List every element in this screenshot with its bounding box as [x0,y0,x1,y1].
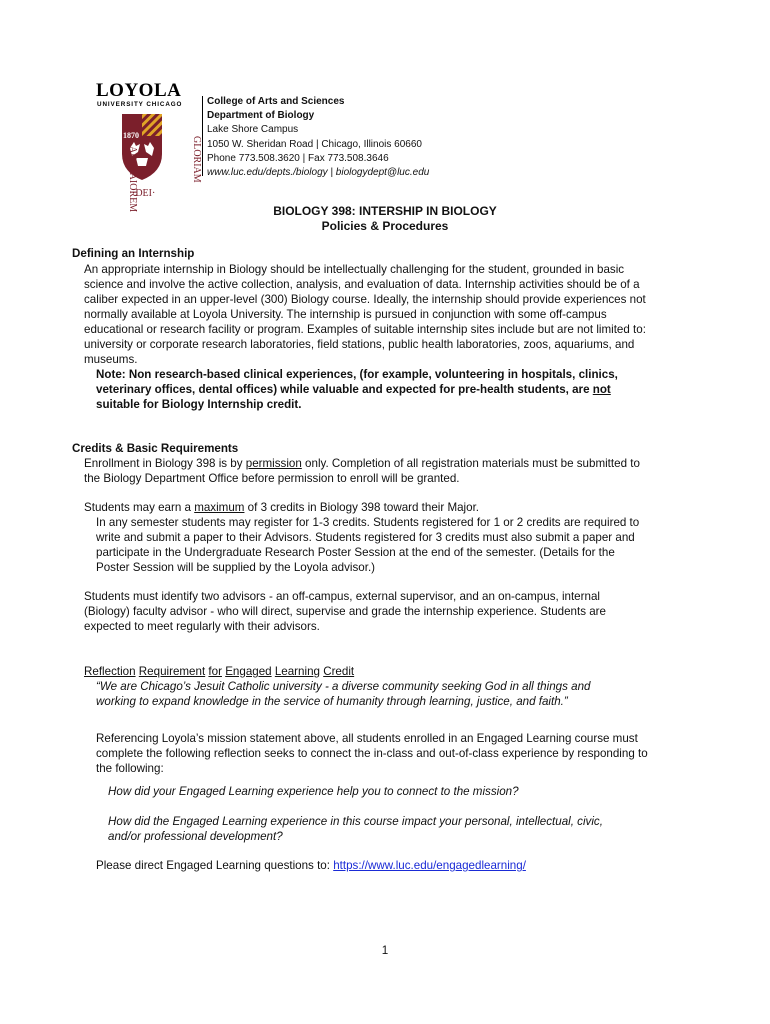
loyola-logo [96,80,202,213]
credits-p2-line-2: In any semester students may register for 1-3 credits. Students registered for 1 or 2 credits are required to [96,516,640,529]
university-seal-icon [96,110,202,213]
note-line-3: suitable for Biology Internship credit. [96,398,302,411]
credits-p3-line-3: expected to meet regularly with their advisors. [84,620,320,633]
credits-p2-underline: maximum [194,501,245,514]
college-name: College of Arts and Sciences [207,96,345,107]
heading-word-requirement: Requirement [138,665,206,678]
reflection-para-line-1: Referencing Loyola’s mission statement above, all students enrolled in an Engaged Learning course must [96,732,638,745]
defining-line-5: educational or research facility or program. Examples of suitable internship sites include but are not limited to: [84,323,646,336]
defining-line-4: normally available at Loyola University. The internship is pursued in conjunction with some off-campus [84,308,607,321]
credits-p1-b: only. Completion of all registration materials must be submitted to [301,457,640,470]
credits-p2-line-1 [84,500,479,515]
department-name: Department of Biology [207,110,315,122]
mission-quote-line-1: “We are Chicago’s Jesuit Catholic university - a diverse community seeking God in all things and [96,680,591,693]
credits-p2-b: of 3 credits in Biology 398 toward their Major. [244,501,480,514]
logo-wordmark: LOYOLA [96,80,182,101]
note-line-1 [96,367,618,382]
contact-text: Please direct Engaged Learning questions to: [96,859,334,872]
mission-quote-line-2: working to expand knowledge in the service of humanity through learning, justice, and faith.” [96,695,568,708]
credits-p3-line-1: Students must identify two advisors - an off-campus, external supervisor, and an on-campus, internal [84,590,600,603]
heading-word-learning: Learning [274,665,320,678]
motto-bottom: ·DEI· [132,188,156,199]
reflection-para-line-2: complete the following reflection seeks to connect the in-class and out-of-class experience by responding to [96,747,648,760]
logo-subtitle: UNIVERSITY CHICAGO [97,101,183,108]
note-not: not [592,383,611,396]
note-text-2: veterinary offices, dental offices) while valuable and expected for pre-health students, are [96,383,593,396]
credits-p2-line-5: Poster Session will be supplied by the Loyola advisor.) [96,561,376,574]
section-heading-credits: Credits & Basic Requirements [72,442,239,455]
heading-word-credit: Credit [323,665,355,678]
credits-p2-a: Students may earn a [84,501,195,514]
department-header [207,95,429,180]
reflection-question-2-line-1: How did the Engaged Learning experience in this course impact your personal, intellectual, civic, [108,815,603,828]
credits-p3-line-2: (Biology) faculty advisor - who will direct, supervise and grade the internship experience. Students are [84,605,606,618]
document-subtitle: Policies & Procedures [321,219,449,233]
heading-word-for: for [208,665,222,678]
campus-name: Lake Shore Campus [207,124,299,136]
credits-p1-line-1 [84,456,640,471]
section-heading-reflection [84,664,354,679]
engaged-learning-link[interactable]: https://www.luc.edu/engagedlearning/ [333,859,526,872]
credits-p2-line-4: participate in the Undergraduate Research Poster Session at the end of the semester. (Details for the [96,546,615,559]
note-line-2 [96,382,611,397]
section-heading-defining: Defining an Internship [72,247,195,260]
seal-year: 1870 [123,131,139,140]
heading-word-engaged: Engaged [225,665,272,678]
heading-word-reflection: Reflection [84,665,136,678]
note-label: Note [96,368,122,381]
defining-line-6: university or corporate research laboratories, field stations, public health laboratories, zoos, aquariums, and [84,338,635,351]
motto-left: AD·MAIOREM [127,146,138,213]
credits-p1-a: Enrollment in Biology 398 is by [84,457,246,470]
defining-line-1: An appropriate internship in Biology should be intellectually challenging for the student, grounded in basic [84,263,625,276]
reflection-question-1: How did your Engaged Learning experience help you to connect to the mission? [108,785,519,798]
defining-line-2: science and involve the active collection, analysis, and evaluation of data. Internship activities should be of a [84,278,640,291]
page-number: 1 [381,944,389,957]
web-email: www.luc.edu/depts./biology | biologydept@luc.edu [207,167,430,179]
credits-p2-line-3: write and submit a paper to their Advisors. Students registered for 3 credits must also submit a paper and [96,531,635,544]
phone-fax: Phone 773.508.3620 | Fax 773.508.3646 [207,152,389,164]
reflection-question-2-line-2: and/or professional development? [108,830,283,843]
motto-right: GLORIAM [191,136,202,183]
engaged-learning-contact [96,858,526,873]
credits-p1-line-2: the Biology Department Office before permission to enroll will be granted. [84,472,460,485]
note-text-1: : Non research-based clinical experiences, (for example, volunteering in hospitals, clinics, [121,368,618,381]
defining-line-3: caliber expected in an upper-level (300) Biology course. Ideally, the internship should provide experiences not [84,293,646,306]
credits-p1-underline: permission [245,457,302,470]
reflection-para-line-3: the following: [96,762,164,775]
address: 1050 W. Sheridan Road | Chicago, Illinois 60660 [207,138,422,150]
document-title: BIOLOGY 398: INTERSHIP IN BIOLOGY [273,204,497,218]
header-divider [202,96,203,176]
defining-line-7: museums. [84,353,138,366]
